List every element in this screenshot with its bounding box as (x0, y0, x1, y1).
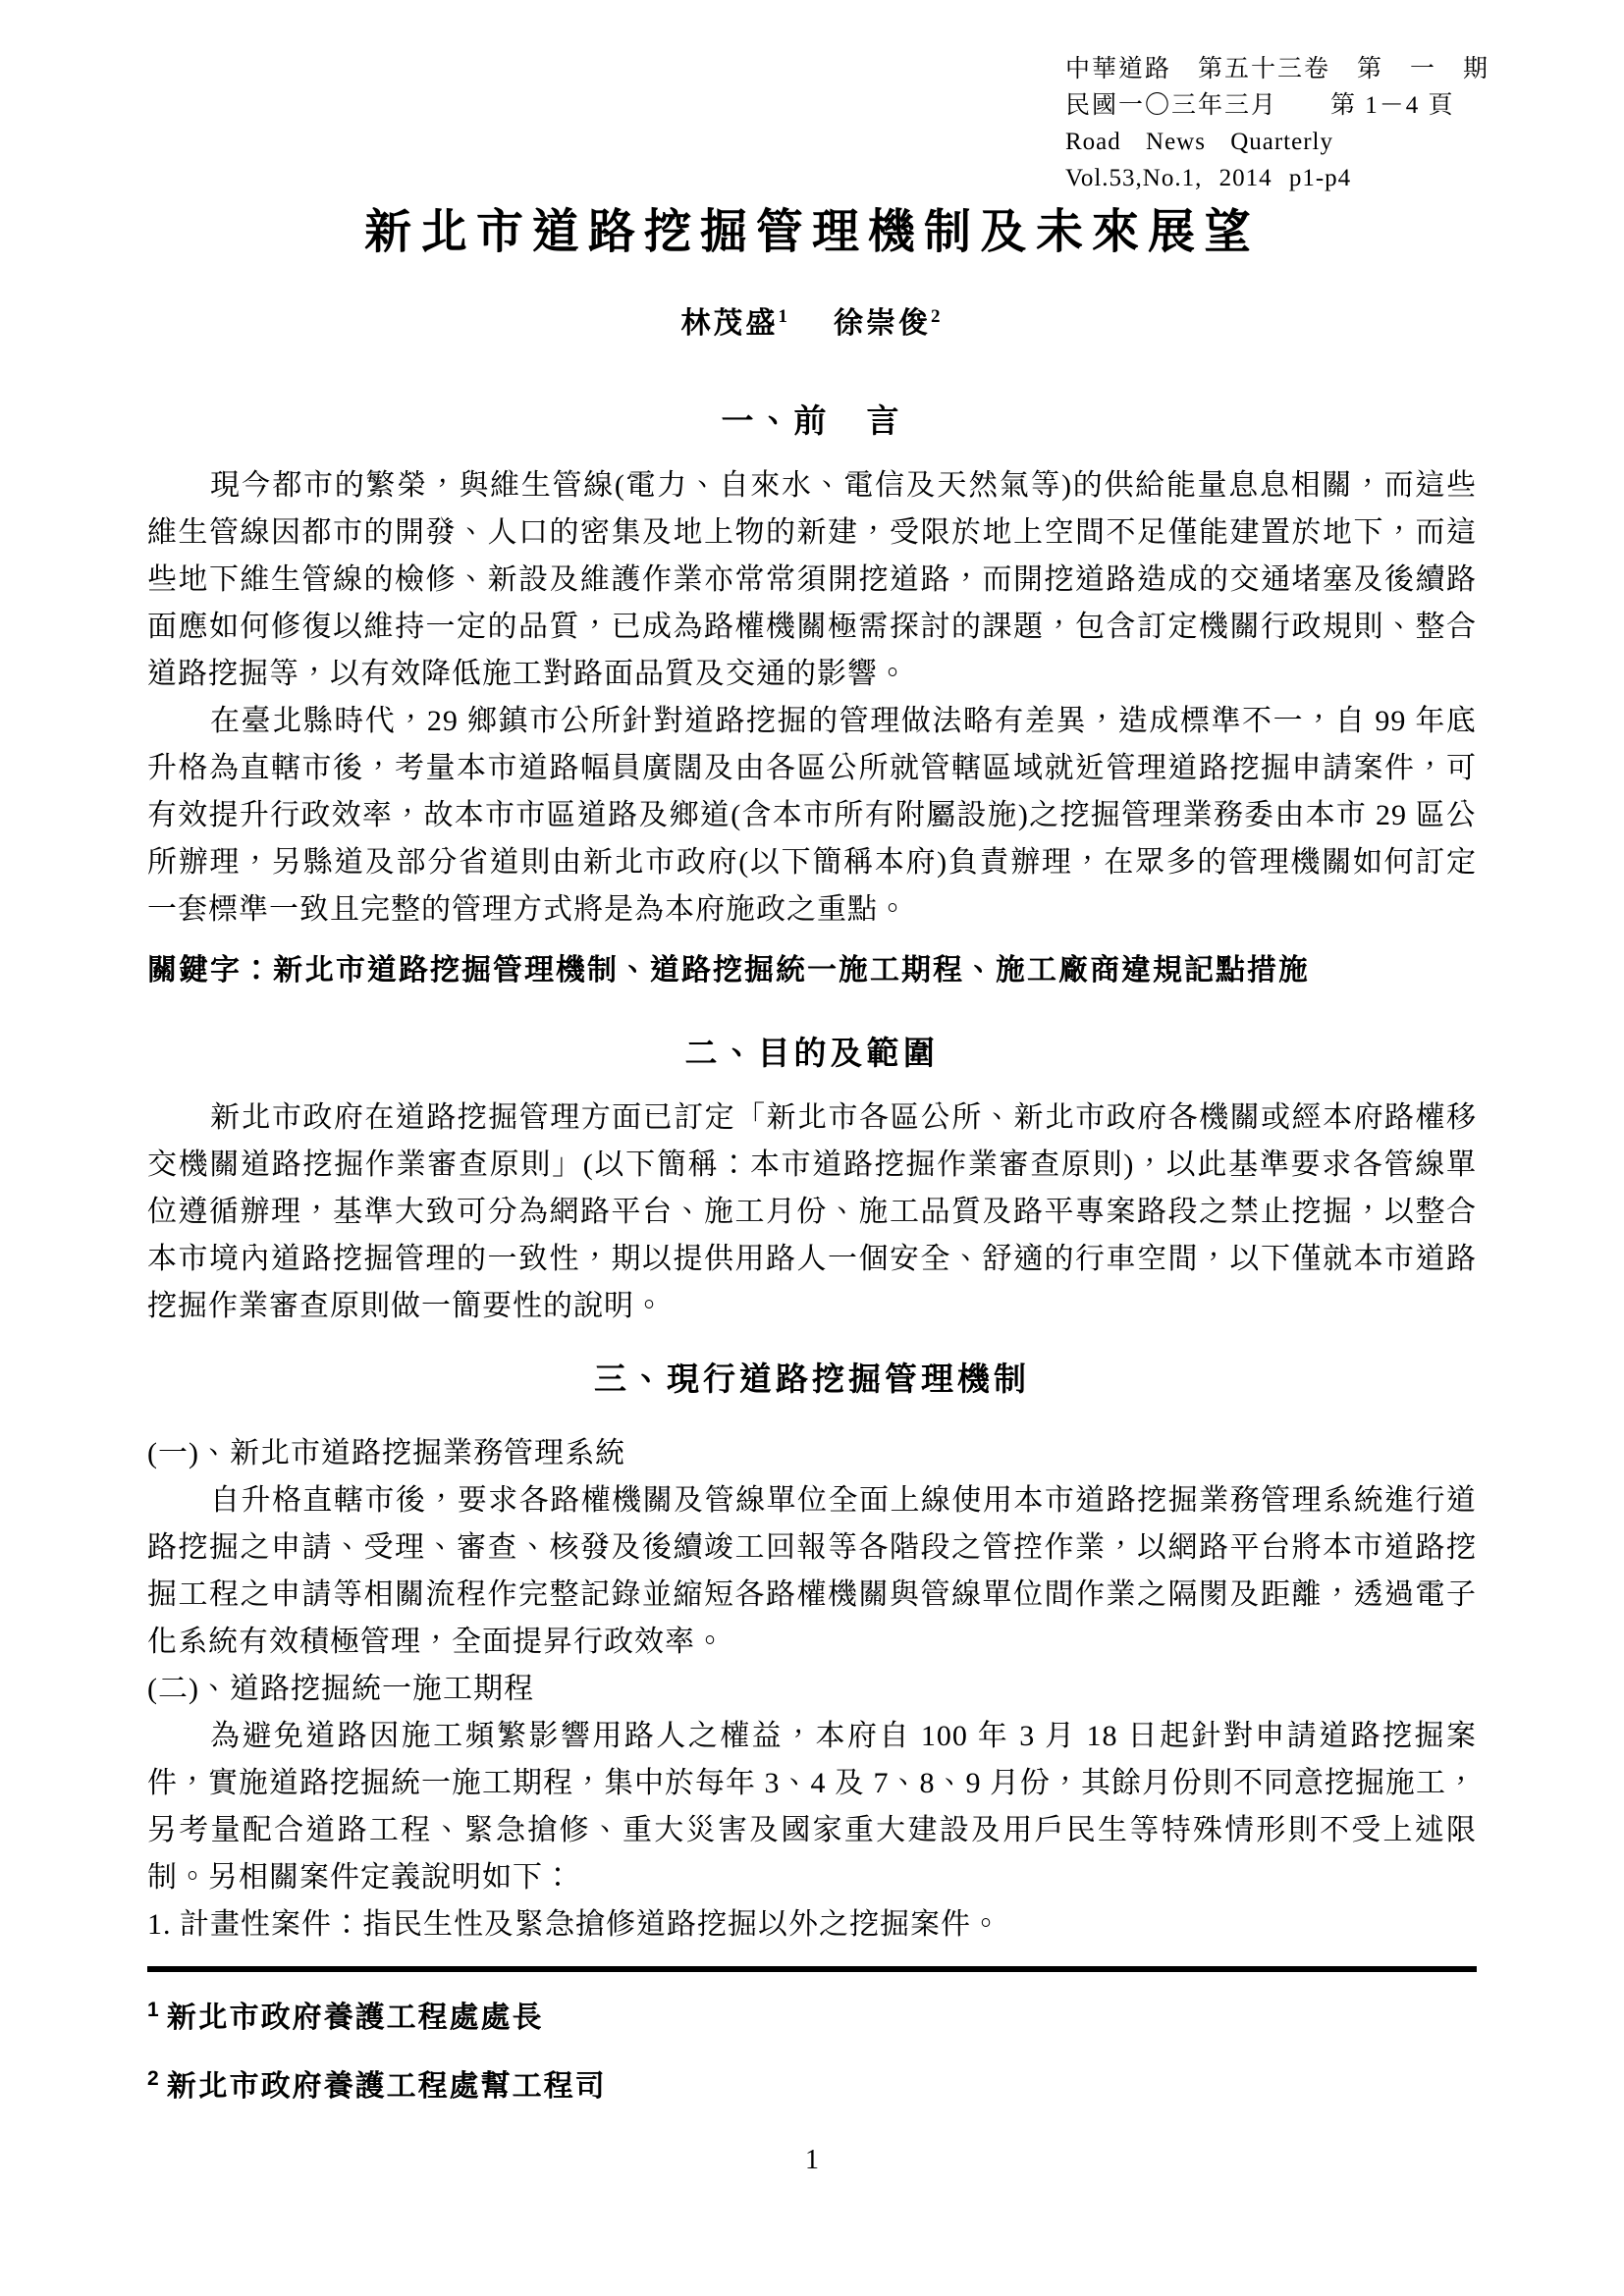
intro-paragraph-1: 現今都市的繁榮，與維生管線(電力、自來水、電信及天然氣等)的供給能量息息相關，而這些維生管線因都市的開發、人口的密集及地上物的新建，受限於地上空間不足僅能建置於地下，而這些地下維生管線的檢修、新設及維護作業亦常常須開挖道路，而開挖道路造成的交通堵塞及後續路面應如何修復以維持一定的品質，已成為路權機關極需探討的課題，包含訂定機關行政規則、整合道路挖掘等，以有效降低施工對路面品質及交通的影響。 (147, 469, 1477, 690)
page-number: 1 (805, 2145, 819, 2175)
author-1 (681, 307, 791, 340)
journal-header (1065, 51, 1489, 196)
journal-header-volume-line: 中華道路 第五十三卷 第 一 期 (1065, 56, 1490, 82)
journal-header-english-name: Road News Quarterly (1065, 129, 1333, 155)
footnote-2 (147, 2056, 1477, 2109)
authors-line (147, 298, 1477, 343)
section-heading-purpose: 二、目的及範圍 (684, 1035, 940, 1071)
section-heading-intro: 一、前 言 (721, 402, 903, 439)
keywords-line: 關鍵字：新北市道路挖掘管理機制、道路挖掘統一施工期程、施工廠商違規記點措施 (147, 954, 1310, 987)
intro-paragraph-2: 在臺北縣時代，29 鄉鎮市公所針對道路挖掘的管理做法略有差異，造成標準不一，自 99 年底升格為直轄市後，考量本市道路幅員廣闊及由各區公所就管轄區域就近管理道路挖掘申請案件，可有效提升行政效率，故本市市區道路及鄉道(含本市所有附屬設施)之挖掘管理業務委由本市 29 區公所辦理，另縣道及部分省道則由新北市政府(以下簡稱本府)負責辦理，在眾多的管理機關如何訂定一套標準一致且完整的管理方式將是為本府施政之重點。 (147, 705, 1477, 926)
footnote-1-ref: 1 (147, 1999, 161, 2021)
author-2 (834, 307, 944, 340)
author-1-name: 林茂盛 (680, 307, 779, 340)
footnote-2-text: 新北市政府養護工程處幫工程司 (166, 2070, 607, 2103)
footnotes (147, 1988, 1477, 2109)
footnote-1 (147, 1988, 1477, 2041)
author-2-name: 徐崇俊 (834, 307, 931, 340)
footnote-1-text: 新北市政府養護工程處處長 (166, 2002, 544, 2034)
subsection-title-management-system: (一)、新北市道路挖掘業務管理系統 (147, 1437, 625, 1469)
unified-schedule-paragraph: 為避免道路因施工頻繁影響用路人之權益，本府自 100 年 3 月 18 日起針對申請道路挖掘案件，實施道路挖掘統一施工期程，集中於每年 3、4 及 7、8、9 月份，其餘月份則不同意挖掘施工，另考量配合道路工程、緊急搶修、重大災害及國家重大建設及用戶民生等特殊情形則不受上述限制。另相關案件定義說明如下： (147, 1720, 1477, 1894)
purpose-paragraph-1: 新北市政府在道路挖掘管理方面已訂定「新北市各區公所、新北市政府各機關或經本府路權移交機關道路挖掘作業審查原則」(以下簡稱：本市道路挖掘作業審查原則)，以此基準要求各管線單位遵循辦理，基準大致可分為網路平台、施工月份、施工品質及路平專案路段之禁止挖掘，以整合本市境內道路挖掘管理的一致性，期以提供用路人一個安全、舒適的行車空間，以下僅就本市道路挖掘作業審查原則做一簡要性的說明。 (147, 1101, 1477, 1322)
journal-header-date-line: 民國一〇三年三月 第 1－4 頁 (1065, 92, 1455, 119)
journal-header-volume-english: Vol.53,No.1, 2014 p1-p4 (1065, 165, 1352, 191)
author-2-footnote-ref: 2 (931, 306, 944, 327)
section-heading-mechanism: 三、現行道路挖掘管理機制 (594, 1361, 1030, 1397)
subsection-title-unified-schedule: (二)、道路挖掘統一施工期程 (147, 1673, 534, 1705)
management-system-paragraph: 自升格直轄市後，要求各路權機關及管線單位全面上線使用本市道路挖掘業務管理系統進行道路挖掘之申請、受理、審查、核發及後續竣工回報等各階段之管控作業，以網路平台將本市道路挖掘工程之申請等相關流程作完整記錄並縮短各路權機關與管線單位間作業之隔閡及距離，透過電子化系統有效積極管理，全面提昇行政效率。 (147, 1484, 1477, 1658)
author-1-footnote-ref: 1 (778, 306, 790, 327)
footnote-divider (147, 1966, 1477, 1972)
case-definition-item-1: 1. 計畫性案件：指民生性及緊急搶修道路挖掘以外之挖掘案件。 (147, 1908, 1001, 1941)
article-title: 新北市道路挖掘管理機制及未來展望 (363, 206, 1260, 258)
footnote-2-ref: 2 (147, 2067, 161, 2090)
